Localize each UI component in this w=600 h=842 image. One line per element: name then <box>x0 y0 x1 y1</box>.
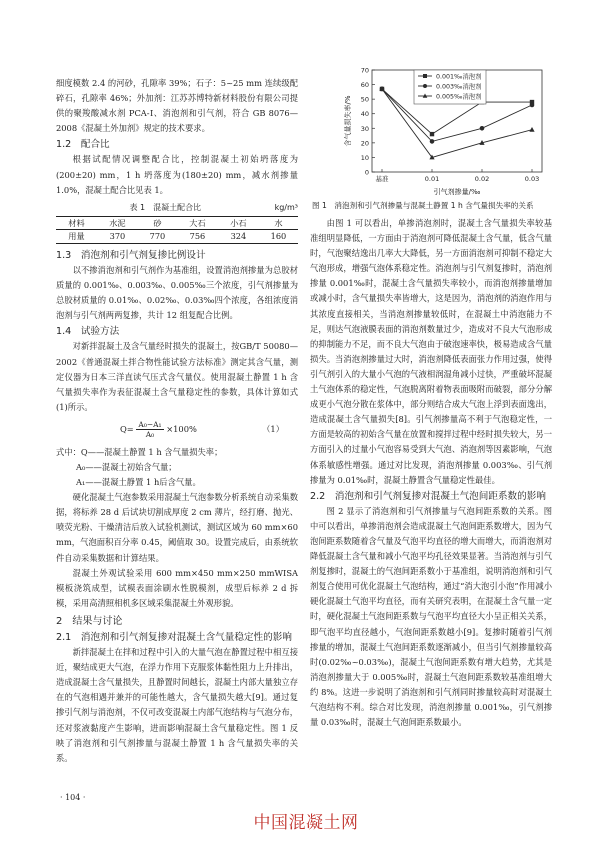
left-column <box>56 76 298 766</box>
y-tick-label: 60 <box>360 81 369 90</box>
legend-marker <box>423 74 427 78</box>
y-tick-label: 20 <box>360 139 369 148</box>
equation-body <box>120 420 197 439</box>
y-axis-label: 含气量损失率/% <box>344 95 352 147</box>
section-heading-2-1: 2.1 消泡剂和引气剂复掺对混凝土含气量稳定性的影响 <box>56 632 292 643</box>
section-heading-1-4: 1.4 试验方法 <box>56 326 120 338</box>
table-title: 表 1 混凝土配合比 <box>129 202 202 212</box>
x-axis-label: 引气剂掺量/‰ <box>433 188 481 196</box>
y-tick-label: 40 <box>360 110 369 119</box>
section-heading-2-2: 2.2 消泡剂和引气剂复掺对混凝土气泡间距系数的影响 <box>310 490 546 502</box>
table-cell: 160 <box>270 231 287 242</box>
data-point <box>430 139 435 144</box>
data-point <box>480 126 485 131</box>
table-unit: kg/m³ <box>274 202 298 212</box>
equation-legend-q: 式中：Q——混凝土静置 1 h 含气量损失率； <box>56 446 223 457</box>
section-heading-1-2: 1.2 配合比 <box>56 139 110 151</box>
figure-1-line-chart <box>316 60 552 200</box>
table-caption <box>56 200 298 215</box>
mix-table <box>56 216 298 244</box>
y-tick-label: 0 <box>364 168 369 177</box>
table-header-cell: 砂 <box>153 217 162 228</box>
paragraph-appearance-test: 混凝土外观试验采用 600 mm×450 mm×250 mmWISA 模板浇筑成型，试模表面涂刷水性脱模剂，成型后标养 2 d 拆模，采用高清照相机多区域采集混凝土外观形貌。 <box>56 567 298 608</box>
x-tick-label: 基准 <box>375 175 389 183</box>
y-tick-label: 70 <box>360 66 369 75</box>
table-header-cell: 大石 <box>189 217 206 228</box>
legend-label: 0.005‰消泡剂 <box>436 93 482 101</box>
equation-1 <box>56 415 298 445</box>
section-heading-2: 2 结果与讨论 <box>56 615 123 627</box>
paragraph-test-method: 对新拌混凝土及含气量经时损失的混凝土，按GB/T 50080—2002《普通混凝土拌合物性能试验方法标准》测定其含气量，测定仪器为日本三洋直读气压式含气量仪。使用混凝土静置 1 h 含气量损失率作为表征混凝土含气量稳定性的参数，具体计算如式(1)所示。 <box>56 341 298 412</box>
table-header-row <box>56 216 298 230</box>
equation-legend-a0: A₀——混凝土初始含气量； <box>76 461 177 472</box>
data-point <box>430 132 434 136</box>
x-tick-label: 0.02 <box>474 175 490 183</box>
x-tick-label: 0.01 <box>424 175 440 183</box>
right-column <box>310 216 552 730</box>
paragraph-mix: 根据试配情况调整配合比，控制混凝土初始坍落度为(200±20) mm，1 h 坍落度为(180±20) mm，减水剂掺量1.0%，混凝土配合比见表 1。 <box>56 154 298 195</box>
equation-denominator: A₀ <box>145 430 155 440</box>
legend-label: 0.001‰消泡剂 <box>436 73 482 81</box>
legend-label: 0.003‰消泡剂 <box>436 83 482 91</box>
site-watermark: 中国混凝土网 <box>253 813 359 833</box>
paragraph-materials: 细度模数 2.4 的河砂，孔隙率 39%；石子：5~25 mm 连续级配碎石，孔隙率 46%；外加剂：江苏苏博特新材料股份有限公司提供的聚羧酸减水剂 PCA-Ⅰ、消泡剂和引气剂，符合 GB 8076—2008《混凝土外加剂》规定的技术要求。 <box>56 78 298 134</box>
y-tick-label: 10 <box>360 153 369 162</box>
equation-lhs: Q= <box>120 424 134 435</box>
table-row <box>56 230 298 244</box>
data-point <box>529 127 534 132</box>
section-heading-1-3: 1.3 消泡剂和引气剂复掺比例设计 <box>56 249 206 261</box>
equation-numerator: A₀−A₁ <box>138 420 162 430</box>
page-number: · 104 · <box>60 793 86 802</box>
data-point <box>530 103 535 108</box>
table-cell: 756 <box>189 231 206 242</box>
table-header-cell: 小石 <box>230 217 247 228</box>
legend-marker <box>423 84 427 88</box>
figure-caption: 图 1 消泡剂和引气剂掺量与混凝土静置 1 h 含气量损失率的关系 <box>312 201 534 210</box>
paragraph-spacing-factor: 图 2 显示了消泡剂和引气剂掺量与气泡间距系数的关系。图中可以看出，单掺消泡剂会造成混凝土气泡间距系数增大，因为气泡间距系数随着含气量及气泡平均直径的增大而增大，而消泡剂对降低混凝土含气量和减小气泡平均孔径效果显著。当消泡剂与引气剂复掺时，混凝土的气泡间距系数小于基准组，说明消泡剂和引气剂复合使用可优化混凝土气泡结构，通过“消大泡引小泡”作用减小硬化混凝土气泡平均直径，而有关研究表明，在混凝土含气量一定时，硬化混凝土气泡间距系数与气泡平均直径大小呈正相关关系，即气泡平均直径越小，气泡间距系数越小[9]。复掺时随着引气剂掺量的增加，混凝土气泡间距系数逐渐减小，但当引气剂掺量较高时(0.02‰~0.03‰)，混凝土气泡间距系数有增大趋势，尤其是消泡剂掺量大于 0.005‰时，混凝土气泡间距系数较基准组增大约 8%。这进一步说明了消泡剂和引气剂同时掺量较高时对混凝土气泡结构不利。综合对比发现，消泡剂掺量 0.001‰，引气剂掺量 0.03‰时，混凝土气泡间距系数最小。 <box>310 505 552 728</box>
paragraph-results-2-1: 新拌混凝土在拌和过程中引入的大量气泡在静置过程中相互接近，聚结成更大气泡，在浮力作用下克服浆体黏性阻力上升排出，造成混凝土含气量损失，且静置时间越长，混凝土内部大量独立存在的气泡相遇并兼并的可能性越大，含气量损失越大[9]。通过复掺引气剂与消泡剂，不仅可改变混凝土内部气泡结构与气泡分布，还对浆液黏度产生影响，进而影响混凝土含气量稳定性。图 1 反映了消泡剂和引气剂掺量与混凝土静置 1 h 含气量损失率的关系。 <box>56 647 298 763</box>
equation-tail: ×100% <box>166 424 197 435</box>
table-cell: 用量 <box>68 231 85 242</box>
table-header-cell: 水泥 <box>109 217 126 228</box>
equation-number: （1） <box>262 424 284 435</box>
x-tick-label: 0.03 <box>524 175 540 183</box>
table-cell: 370 <box>109 231 126 242</box>
paragraph-dosage-design: 以不掺消泡剂和引气剂作为基准组，设置消泡剂掺量为总胶材质量的 0.001‰、0.003‰、0.005‰三个浓度，引气剂掺量为总胶材质量的 0.01‰、0.02‰、0.03‰四个浓度，各组浓度消泡剂与引气剂两两复掺，共计 12 组复配合比例。 <box>56 264 298 321</box>
table-header-cell: 材料 <box>68 217 85 228</box>
table-cell: 324 <box>230 231 247 242</box>
y-tick-label: 50 <box>360 95 369 104</box>
equation-legend-a1: A₁——混凝土静置 1 h后含气量。 <box>76 477 201 488</box>
paragraph-figure1-discussion: 由图 1 可以看出，单掺消泡剂时，混凝土含气量损失率较基准组明显降低，一方面由于消泡剂可降低混凝土含气量，低含气量时，气泡聚结逸出几率大大降低，另一方面消泡剂可抑制不稳定大气泡形成，增强气泡体系稳定性。消泡剂与引气剂复掺时，消泡剂掺量 0.001‰时，混凝土含气量损失率较小，而消泡剂掺量增加或减小时，含气量损失率皆增大，这是因为，消泡剂的消泡作用与其浓度直接相关，当消泡剂掺量较低时，在混凝土中消泡能力不足，则达气泡液膜表面的消泡剂数量过少，造成对不良大气泡形成的抑制能力不足，而不良大气泡由于破泡速率快，极易造成含气量损失。当消泡剂掺量过大时，消泡剂降低表面张力作用过强，使得引气剂引入的大量小气泡的气液相润湿角减小过快，严重破坏混凝土气泡体系的稳定性，气泡脱离附着物表面吸附而破裂，部分分解成更小气泡分散在浆体中，部分则结合成大气泡上浮到表面逸出，造成混凝土含气量损失[8]。引气剂掺量高不利于气泡稳定性，一方面是较高的初始含气量在放置和搅拌过程中经时损失较大，另一方面引入的过量小气泡容易受到大气泡、消泡剂等因素影响，气泡体系敏感性增强。通过对比发现，消泡剂掺量 0.003‰、引气剂掺量为 0.01‰时，混凝土静置含气量稳定性最佳。 <box>310 218 552 485</box>
paragraph-bubble-analysis: 硬化混凝土气泡参数采用混凝土气泡参数分析系统自动采集数据，将标养 28 d 后试块切割成厚度 2 cm 薄片，经打磨、抛光、喷荧光粉、干燥清洁后放入试验机测试，测试区域为 60 mm×60 mm，气泡面积百分率 0.45，阈值取 30。设置完成后，由系统软件自动采集数据和计算结果。 <box>56 492 298 563</box>
table-header-cell: 水 <box>274 217 283 228</box>
table-cell: 770 <box>149 231 166 242</box>
equation-fraction <box>136 420 163 439</box>
y-tick-label: 30 <box>360 124 369 133</box>
